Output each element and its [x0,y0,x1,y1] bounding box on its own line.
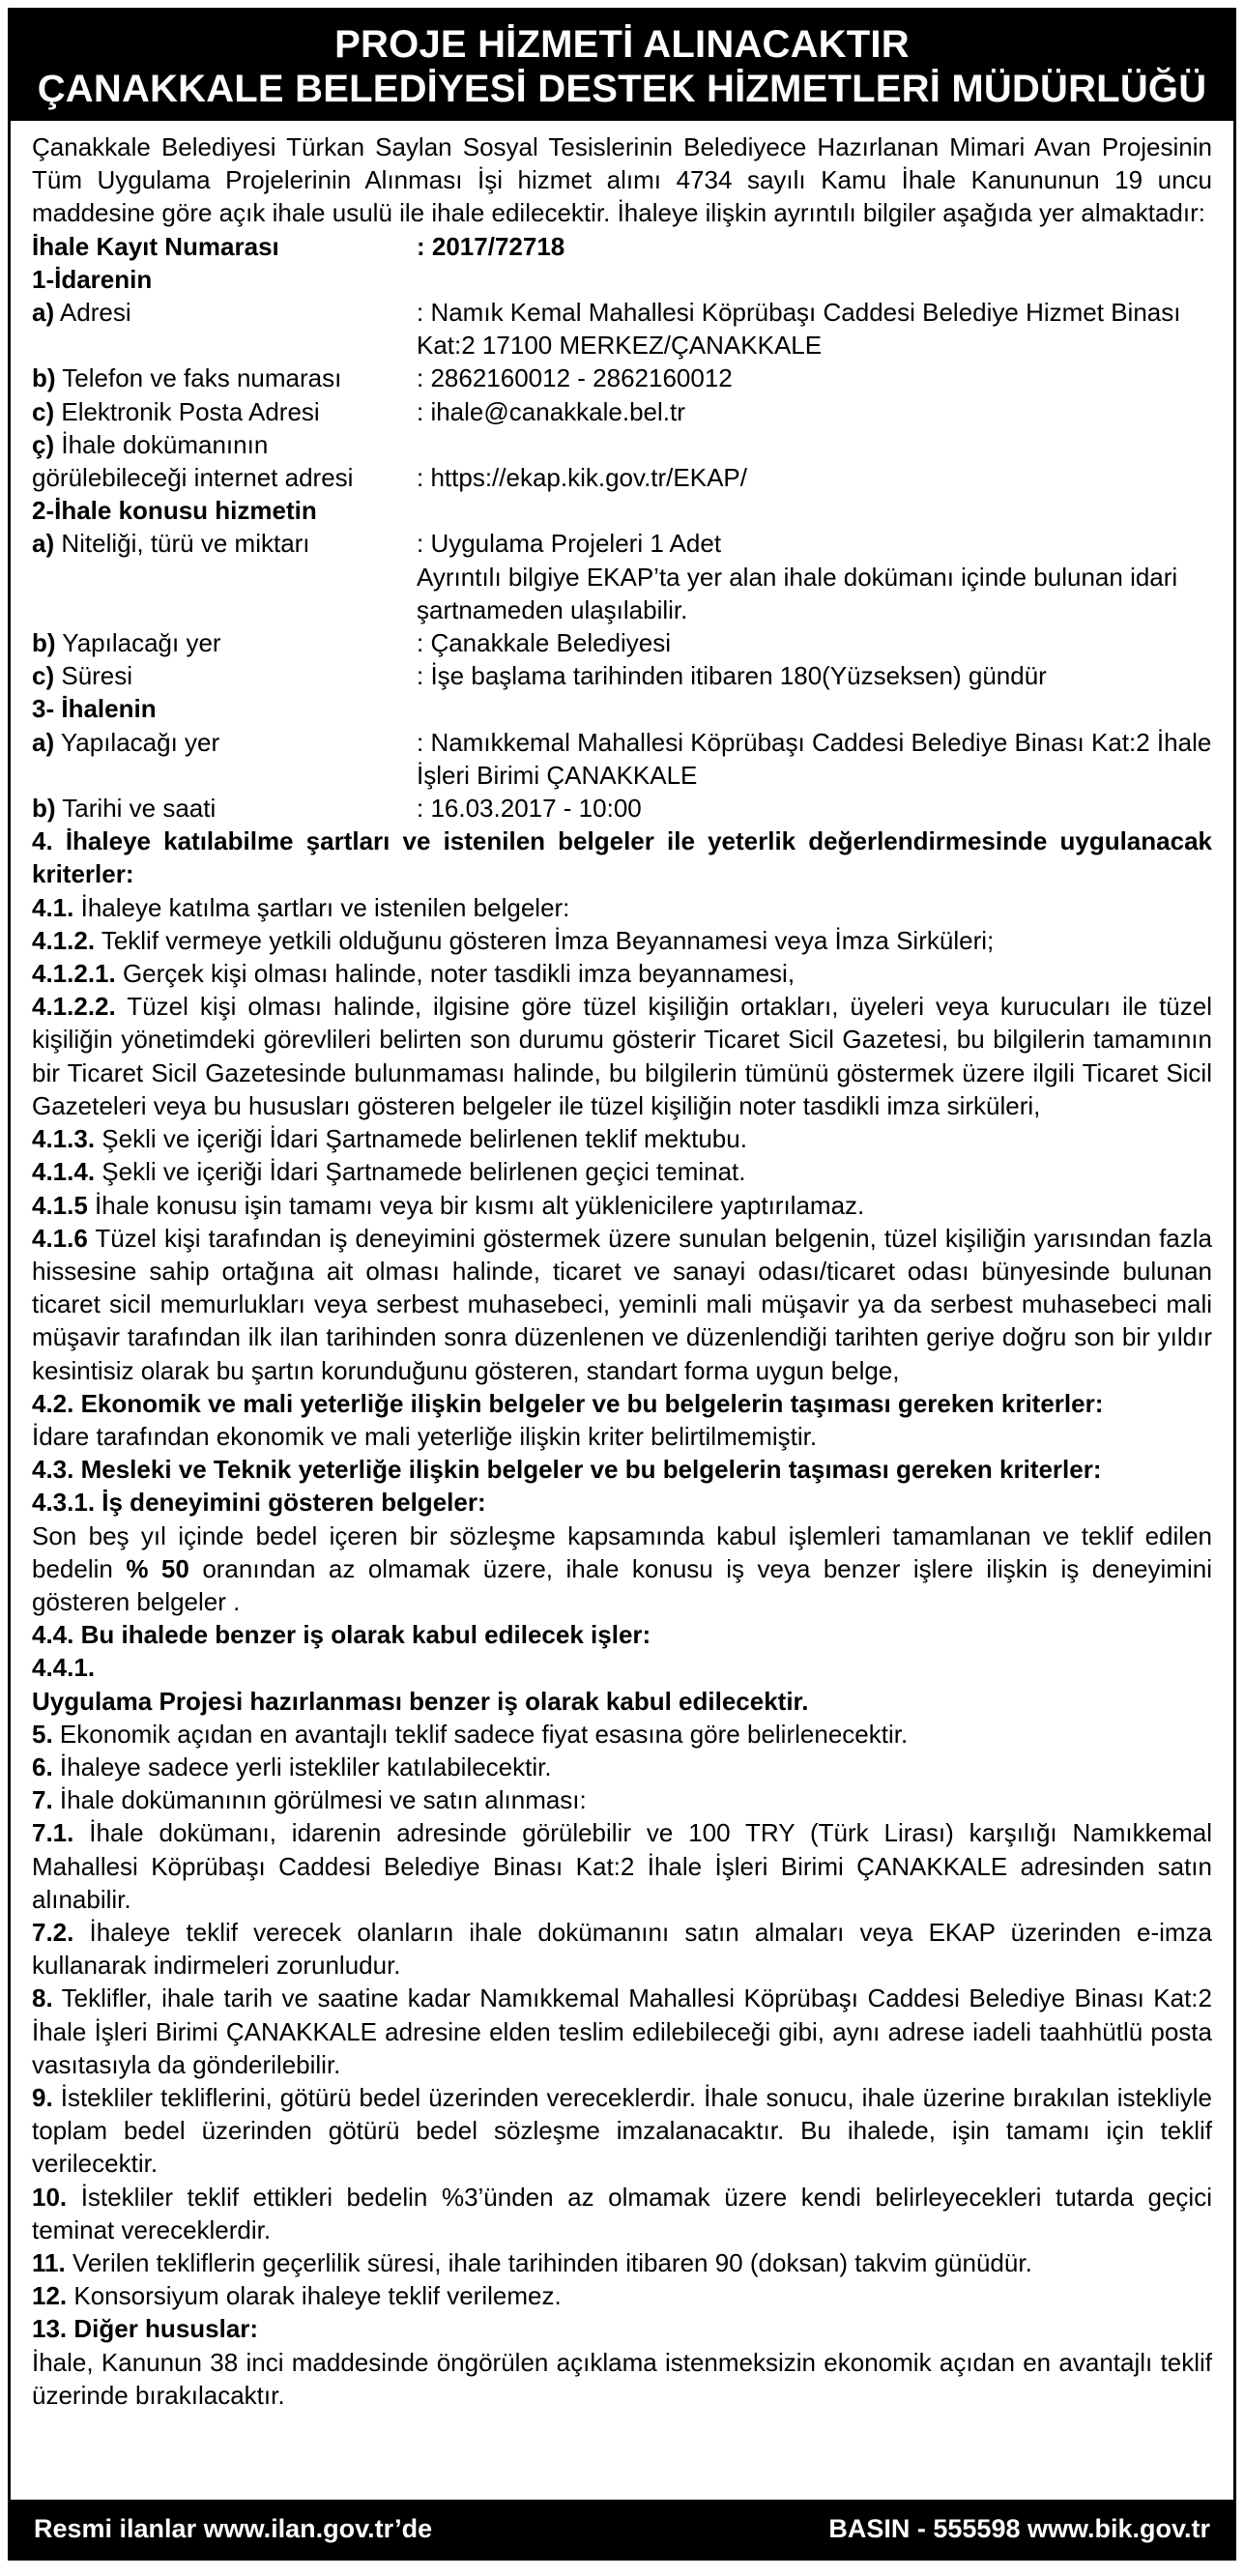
para-4-3-1-text-b: oranından az olmamak üzere, ihale konusu iş veya benzer işlere ilişkin iş deneyimini gösteren belgeler . [32,1553,1212,1616]
s2-c-row [32,659,1212,692]
para-4-1-3 [32,1122,1212,1155]
para-4-1-text: İhaleye katılma şartları ve istenilen belgeler: [73,892,570,922]
para-4-3-heading: 4.3. Mesleki ve Teknik yeterliğe ilişkin belgeler ve bu belgelerin taşıması gereken kriterler: [32,1455,1102,1485]
s2-c-value: : İşe başlama tarihinden itibaren 180(Yüzseksen) gündür [417,661,1047,691]
s3-b-row [32,792,1212,825]
para-4-4-1-heading: 4.4.1. [32,1653,96,1683]
para-4-1-2-1-num: 4.1.2.1. [32,959,116,989]
s3-a-label: Yapılacağı yer [54,727,220,757]
s2-b-label: Yapılacağı yer [55,628,221,658]
s1-d-label2: görülebileceği internet adresi [32,463,354,493]
s2-b-value: : Çanakkale Belediyesi [417,628,672,658]
para-4-1-6-num: 4.1.6 [32,1223,88,1253]
para-4-4-heading: 4.4. Bu ihalede benzer iş olarak kabul edilecek işler: [32,1620,651,1650]
para-4-1-2-1 [32,957,1212,990]
s1-c-row [32,395,1212,428]
s1-b-row [32,362,1212,394]
para-4-2-heading: 4.2. Ekonomik ve mali yeterliğe ilişkin belgeler ve bu belgelerin taşıması gereken kriterler: [32,1388,1104,1418]
footer [11,2500,1233,2558]
s3-b-label: Tarihi ve saati [55,794,217,824]
s3-a-key: a) [32,727,55,757]
s2-a-row [32,527,1212,626]
item-10 [32,2181,1212,2246]
para-4-1-2-text: Teklif vermeye yetkili olduğunu gösteren İmza Beyannamesi veya İmza Sirküleri; [95,925,995,955]
s1-d-row [32,461,1212,494]
item-8 [32,1982,1212,2081]
kayit-row [32,230,1212,263]
s2-a-label: Niteliği, türü ve miktarı [54,529,310,559]
kayit-value: : 2017/72718 [417,231,565,261]
para-4-1-4-text: Şekli ve içeriği İdari Şartnamede belirlenen geçici teminat. [95,1157,746,1187]
para-4-3-1-text-a: Son beş yıl içinde bedel içeren bir sözleşme kapsamında kabul işlemleri tamamlanan ve teklif edilen bedelin [32,1520,1212,1583]
s1-a-key: a) [32,298,55,328]
announcement [8,8,1236,2561]
item-5 [32,1718,1212,1751]
header-title: PROJE HİZMETİ ALINACAKTIR [334,23,910,66]
s2-a-note: Ayrıntılı bilgiye EKAP’ta yer alan ihale dokümanı içinde bulunan idari şartnameden ulaşılabilir. [417,562,1178,624]
intro-paragraph: Çanakkale Belediyesi Türkan Saylan Sosyal Tesislerinin Belediyece Hazırlanan Mimari Avan Projesinin Tüm Uygulama Projelerinin Alınması İşi hizmet alımı 4734 sayılı Kamu İhale Kanununun 19 uncu maddesine göre açık ihale usulü ile ihale edilecektir. İhaleye ilişkin ayrıntılı bilgiler aşağıda yer almaktadır: [32,132,1212,228]
section3-heading: 3- İhalenin [32,694,157,724]
para-4-3-1-percent: % 50 [126,1553,189,1583]
item-8-text: Teklifler, ihale tarih ve saatine kadar Namıkkemal Mahallesi Köprübaşı Caddesi Belediye Binası Kat:2 İhale İşleri Birimi ÇANAKKALE adresine elden teslim edilebileceği gibi, aynı adrese iadeli taahhütlü posta vasıtasıyla da gönderilebilir. [32,1983,1212,2079]
para-4-2-text: İdare tarafından ekonomik ve mali yeterliğe ilişkin kriter belirtilmemiştir. [32,1421,818,1451]
para-4-1-2-2-num: 4.1.2.2. [32,992,116,1022]
para-4-1-5-num: 4.1.5 [32,1190,88,1220]
kayit-label: İhale Kayıt Numarası [32,231,279,261]
header [11,11,1233,121]
footer-left: Resmi ilanlar www.ilan.gov.tr’de [34,2513,433,2543]
s3-a-value: : Namıkkemal Mahallesi Köprübaşı Caddesi Belediye Binası Kat:2 İhale İşleri Birimi ÇANAKKALE [417,727,1212,790]
item-13-heading: 13. Diğer hususlar: [32,2314,259,2344]
s1-a-row [32,296,1212,362]
item-12-text: Konsorsiyum olarak ihaleye teklif verilemez. [67,2281,562,2311]
item-7-2-num: 7.2. [32,1917,74,1947]
para-4-1 [32,891,1212,924]
item-9-text: İstekliler tekliflerini, götürü bedel üzerinden vereceklerdir. İhale sonucu, ihale üzerine bırakılan istekliyle toplam bedel üzerinden götürü bedel sözleşme imzalanacaktır. Bu ihalede, işin tamamı için teklif verilecektir. [32,2082,1212,2179]
s3-b-key: b) [32,794,56,824]
item-7 [32,1783,1212,1816]
s2-a-value: : Uygulama Projeleri 1 Adet [417,529,722,559]
section1-heading: 1-İdarenin [32,264,153,294]
item-10-num: 10. [32,2182,68,2212]
item-7-1 [32,1816,1212,1916]
s2-c-key: c) [32,661,55,691]
para-4-1-4-num: 4.1.4. [32,1157,96,1187]
item-11-num: 11. [32,2248,66,2277]
item-6-text: İhaleye sadece yerli istekliler katılabilecektir. [52,1751,552,1781]
para-4-1-2-2 [32,990,1212,1122]
item-10-text: İstekliler teklif ettikleri bedelin %3’ünden az olmamak üzere kendi belirleyecekleri tutarda geçici teminat vereceklerdir. [32,2182,1212,2244]
section2-heading: 2-İhale konusu hizmetin [32,496,317,526]
s1-c-key: c) [32,396,55,426]
para-4-1-5 [32,1189,1212,1222]
s2-c-label: Süresi [54,661,133,691]
para-4-3-1-heading: 4.3.1. İş deneyimini gösteren belgeler: [32,1488,486,1518]
para-4-1-2-1-text: Gerçek kişi olması halinde, noter tasdikli imza beyannamesi, [115,959,796,989]
item-7-text: İhale dokümanının görülmesi ve satın alınması: [52,1785,587,1815]
item-12 [32,2279,1212,2312]
s3-a-row [32,726,1212,792]
para-4-1-6 [32,1222,1212,1387]
s1-d-label1: İhale dokümanının [54,429,269,459]
header-subtitle: ÇANAKKALE BELEDİYESİ DESTEK HİZMETLERİ MÜDÜRLÜĞÜ [37,68,1207,110]
item-11-text: Verilen tekliflerin geçerlilik süresi, ihale tarihinden itibaren 90 (doksan) takvim günüdür. [65,2248,1032,2277]
s2-b-row [32,626,1212,659]
s1-b-value: : 2862160012 - 2862160012 [417,363,733,393]
item-5-num: 5. [32,1719,53,1749]
s2-b-key: b) [32,628,56,658]
item-7-2-text: İhaleye teklif verecek olanların ihale dokümanını satın almaları veya EKAP üzerinden e-imza kullanarak indirmeleri zorunludur. [32,1917,1212,1981]
s1-b-key: b) [32,363,56,393]
item-5-text: Ekonomik açıdan en avantajlı teklif sadece fiyat esasına göre belirlenecektir. [52,1719,909,1749]
para-4-1-6-text: Tüzel kişi tarafından iş deneyimini göstermek üzere sunulan belgenin, tüzel kişiliğin yarısından fazla hissesine sahip ortağına ait olması halinde, ticaret ve sanayi odası/ticaret odası bünyesinde bulunan ticaret sicil memurlukları veya serbest muhasebeci, yeminli mali müşavir ya da serbest muhasebeci mali müşavir tarafından ilk ilan tarihinden sonra düzenlenen ve düzenlendiği tarihten geriye doğru son bir yıldır kesintisiz olarak bu şartın korunduğunu gösteren, standart forma uygun belge, [32,1223,1212,1385]
para-4-1-5-text: İhale konusu işin tamamı veya bir kısmı alt yüklenicilere yaptırılamaz. [87,1190,865,1220]
para-4-3-1-text [32,1520,1212,1619]
s1-c-label: Elektronik Posta Adresi [54,396,320,426]
para-4-4-1-text: Uygulama Projesi hazırlanması benzer iş olarak kabul edilecektir. [32,1686,809,1716]
item-7-1-text: İhale dokümanı, idarenin adresinde görülebilir ve 100 TRY (Türk Lirası) karşılığı Namıkkemal Mahallesi Köprübaşı Caddesi Belediye Binası Kat:2 İhale İşleri Birimi ÇANAKKALE adresinden satın alınabilir. [32,1818,1212,1914]
footer-right: BASIN - 555598 www.bik.gov.tr [828,2513,1210,2543]
item-6 [32,1751,1212,1783]
para-4-1-2 [32,924,1212,957]
item-9-num: 9. [32,2082,53,2112]
para-4-1-2-2-text: Tüzel kişi olması halinde, ilgisine göre tüzel kişiliğin ortakları, üyeleri veya kurucuları ile tüzel kişiliğin yönetimdeki görevlileri belirten son durumu gösterir Ticaret Sicil Gazetesi, bu bilgilerin tamamının bir Ticaret Sicil Gazetesinde bulunmaması halinde, bu bilgilerin tümünü göstermek üzere ilgili Ticaret Sicil Gazeteleri veya bu hususları gösteren belgeler ile tüzel kişiliğin noter tasdikli imza sirküleri, [32,992,1212,1120]
s1-c-value: : ihale@canakkale.bel.tr [417,396,685,426]
s3-b-value: : 16.03.2017 - 10:00 [417,794,642,824]
item-7-num: 7. [32,1785,53,1815]
para-4-1-num: 4.1. [32,892,74,922]
para-4-1-3-num: 4.1.3. [32,1124,96,1154]
item-8-num: 8. [32,1983,53,2013]
para-4-1-2-num: 4.1.2. [32,925,96,955]
item-13-text: İhale, Kanunun 38 inci maddesinde öngörülen açıklama istenmeksizin ekonomik açıdan en avantajlı teklif üzerinde bırakılacaktır. [32,2347,1212,2410]
body [11,121,1233,2412]
item-6-num: 6. [32,1751,53,1781]
item-12-num: 12. [32,2281,68,2311]
para-4-1-3-text: Şekli ve içeriği İdari Şartnamede belirlenen teklif mektubu. [95,1124,747,1154]
item-7-2 [32,1916,1212,1982]
item-7-1-num: 7.1. [32,1818,74,1848]
s2-a-key: a) [32,529,55,559]
para-4-1-4 [32,1155,1212,1188]
item-11 [32,2246,1212,2279]
s1-a-label: Adresi [54,298,131,328]
item-9 [32,2081,1212,2181]
s1-b-label: Telefon ve faks numarası [55,363,342,393]
s1-d-label-line [32,428,1212,461]
s1-d-key: ç) [32,429,55,459]
s1-d-value: : https://ekap.kik.gov.tr/EKAP/ [417,463,747,493]
section4-heading: 4. İhaleye katılabilme şartları ve istenilen belgeler ile yeterlik değerlendirmesinde uygulanacak kriterler: [32,826,1212,889]
s1-a-value: : Namık Kemal Mahallesi Köprübaşı Caddesi Belediye Hizmet Binası Kat:2 17100 MERKEZ/ÇANAKKALE [417,298,1181,361]
